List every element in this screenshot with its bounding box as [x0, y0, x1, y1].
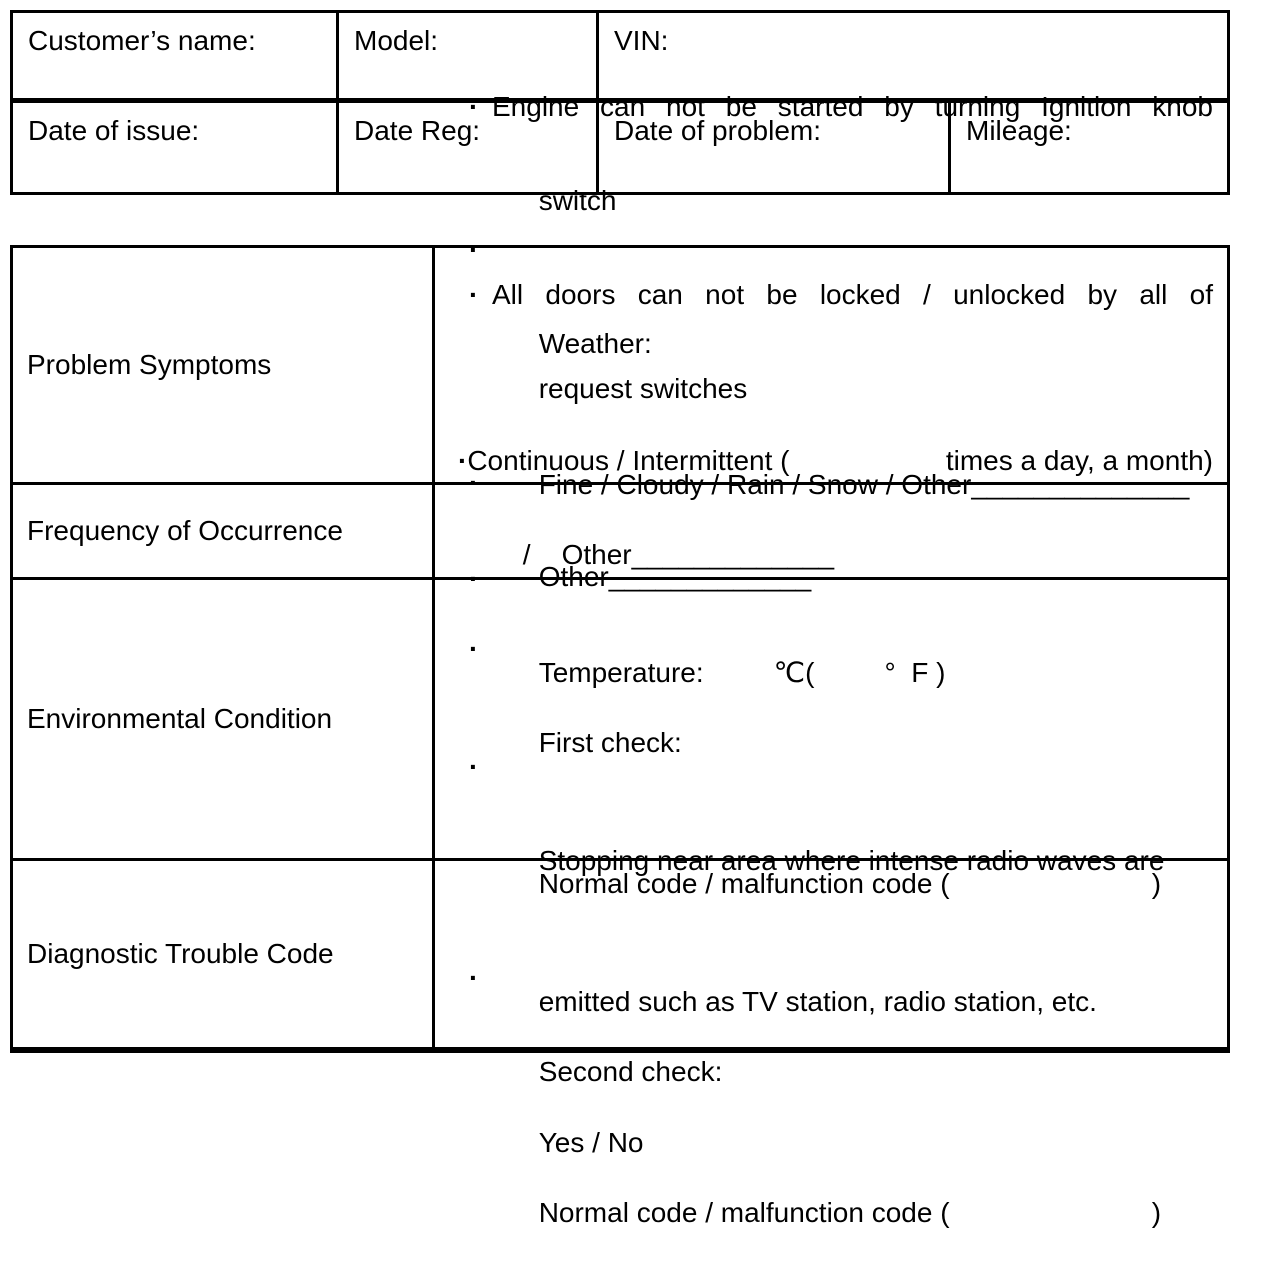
frequency-label-cell: [13, 485, 435, 580]
first-check-code-blank: Normal code / malfunction code ( ): [538, 868, 1162, 899]
symptom-engine-text: Engine can not be started by turning Ignition knob: [492, 91, 1213, 122]
frequency-label: Frequency of Occurrence: [27, 515, 343, 546]
dtc-label: Diagnostic Trouble Code: [27, 938, 334, 969]
symptom-other-blank: Other_____________: [538, 561, 812, 592]
symptom-engine-text-2: switch: [538, 185, 617, 216]
second-check-code-blank: Normal code / malfunction code ( ): [538, 1197, 1162, 1228]
bullet-line: [468, 226, 1213, 414]
frequency-other-blank: / Other_____________: [522, 539, 835, 570]
yes-no-text: Yes / No: [538, 1126, 644, 1158]
date-of-issue-cell: [13, 103, 339, 192]
temperature-blank: Temperature: ℃( ° F ): [538, 656, 946, 688]
vin-label: VIN:: [614, 25, 669, 56]
weather-heading: Weather:: [538, 327, 652, 359]
frequency-options-text: Continuous / Intermittent (: [467, 445, 790, 476]
bullet-icon: ·: [469, 233, 479, 265]
first-check-heading: First check:: [538, 727, 682, 758]
radio-waves-text-2: emitted such as TV station, radio station, etc.: [538, 985, 1097, 1017]
bullet-line: [468, 625, 1213, 813]
date-of-problem-label: Date of problem:: [614, 115, 821, 146]
symptom-doors-text: All doors can not be locked / unlocked by all of: [492, 279, 1213, 310]
continuation-line: [468, 1142, 1213, 1283]
model-label: Model:: [354, 25, 439, 56]
customer-name-cell: [13, 13, 339, 103]
dtc-label-cell: [13, 861, 435, 1047]
bullet-icon: ·: [469, 467, 479, 498]
second-check-heading: Second check:: [538, 1056, 723, 1087]
environment-label: Environmental Condition: [27, 703, 333, 734]
weather-options-blank: Fine / Cloudy / Rain / Snow / Other______________: [538, 468, 1190, 500]
customer-name-label: Customer’s name:: [28, 25, 256, 56]
mileage-label: Mileage:: [966, 115, 1072, 146]
bullet-icon: ·: [458, 445, 468, 476]
date-of-issue-label: Date of issue:: [28, 115, 200, 146]
bullet-icon: ·: [469, 279, 479, 310]
bullet-icon: ·: [469, 750, 479, 782]
bullet-icon: ·: [469, 962, 479, 993]
bullet-icon: ·: [469, 91, 479, 122]
bullet-line: [468, 954, 1213, 1142]
radio-waves-text: Stopping near area where intense radio waves are: [538, 844, 1165, 876]
bullet-icon: ·: [469, 633, 479, 664]
bullet-icon: ·: [469, 562, 479, 594]
problem-symptoms-label-cell: [13, 248, 435, 485]
symptom-doors-text-2: request switches: [538, 373, 748, 404]
bullet-line: [468, 83, 1213, 130]
frequency-times-text: times a day, a month): [945, 445, 1213, 476]
environment-label-cell: [13, 580, 435, 861]
date-reg-label: Date Reg:: [354, 115, 481, 146]
problem-symptoms-label: Problem Symptoms: [27, 349, 272, 380]
